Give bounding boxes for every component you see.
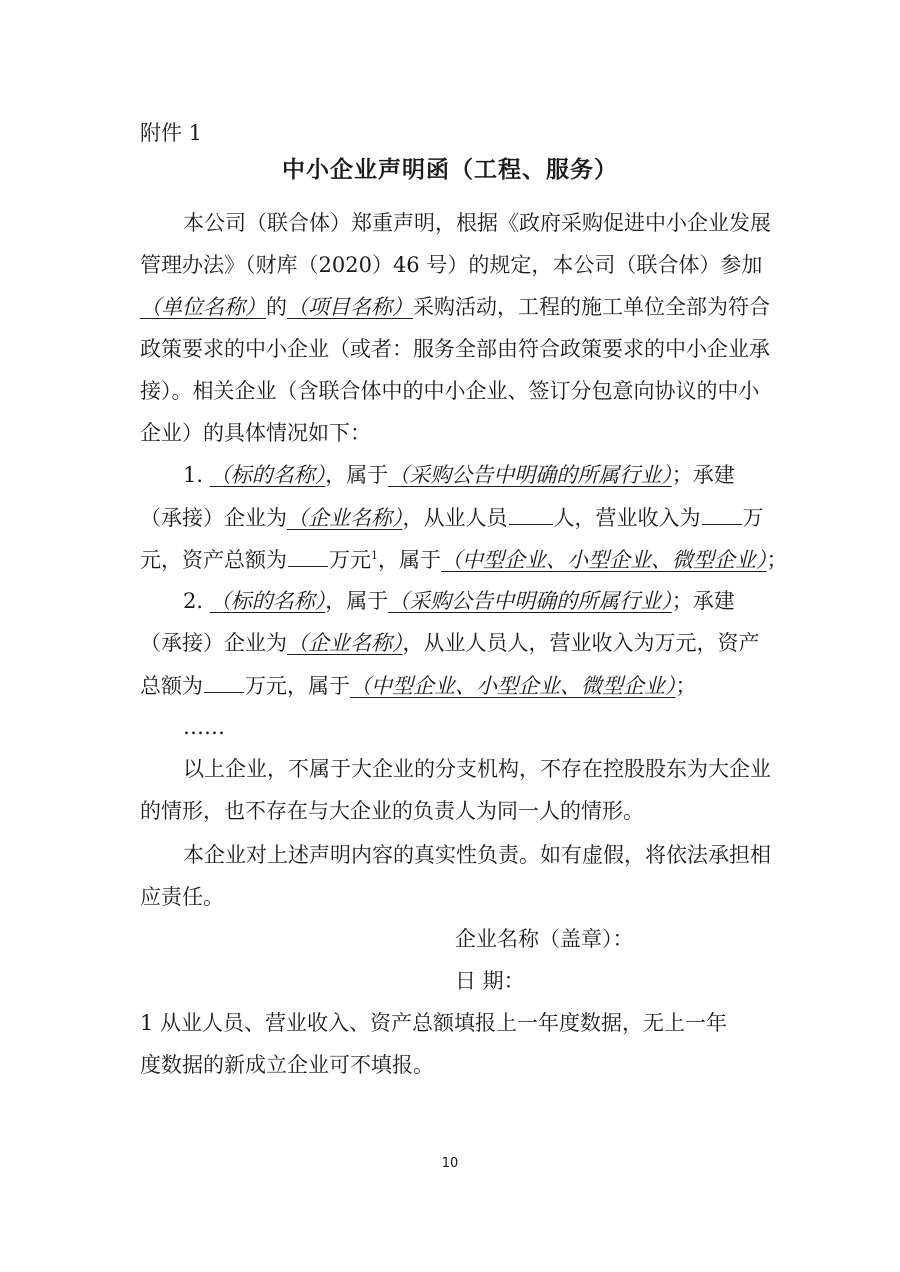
item2-industry-field: （采购公告中明确的所属行业） [388,589,672,613]
footnote-line-2: 度数据的新成立企业可不填报。 [140,1053,434,1077]
item1-line-1 [183,460,783,490]
branch-paragraph-line-2: 的情形，也不存在与大企业的负责人为同一人的情形。 [140,799,644,823]
item1-size-field: （中型企业、小型企业、微型企业） [441,548,767,572]
item2-company-field: （企业名称） [287,631,403,655]
responsibility-line-2: 应责任。 [140,885,224,909]
item1-l3-end: ； [766,548,788,572]
intro-line-3 [140,292,780,322]
item2-l3-pre: 总额为 [140,674,203,698]
branch-paragraph-line-1: 以上企业，不属于大企业的分支机构，不存在控股股东为大企业 [183,757,771,781]
item2-chengjian: ；承建 [671,589,735,613]
item1-l2-emp: ，从业人员 [402,506,508,530]
intro-de: 的 [266,295,287,319]
item2-l2-pre: （承接）企业为 [140,631,287,655]
item2-subject-field: （标的名称） [209,589,326,613]
item1-revenue-blank [702,502,742,525]
item1-assets-blank [288,544,328,567]
intro-line-4: 政策要求的中小企业（或者：服务全部由符合政策要求的中小企业承 [140,337,770,361]
intro-line-1: 本公司（联合体）郑重声明，根据《政府采购促进中小企业发展 [183,211,771,235]
item1-line-2 [140,502,780,533]
item1-industry-field: （采购公告中明确的所属行业） [388,463,672,487]
footnote-marker: 1 [371,549,378,562]
date-label: 日 期： [455,969,525,993]
item1-chengjian: ；承建 [671,463,735,487]
item1-l2-wan: 万 [742,506,764,530]
item1-l2-ren: 人，营业收入为 [553,506,701,530]
intro-line-3-rest: 采购活动，工程的施工单位全部为符合 [413,295,770,319]
signature-label: 企业名称（盖章）： [455,927,634,951]
item2-l3-wanyuan: 万元，属于 [245,674,350,698]
item2-line-3 [140,670,780,701]
item1-number: 1. [183,463,204,487]
footnote-line-1: 1 从业人员、营业收入、资产总额填报上一年度数据，无上一年 [140,1011,728,1035]
item2-shuyu: ，属于 [325,589,389,613]
item2-line-2 [140,628,780,658]
item1-shuyu: ，属于 [325,463,389,487]
item2-assets-blank [204,670,244,693]
attachment-label: 附件 1 [140,121,203,145]
intro-line-2: 管理办法》（财库（2020）46 号）的规定，本公司（联合体）参加 [140,253,763,277]
item1-l3-shuyu: ，属于 [378,548,441,572]
intro-line-5: 接）。相关企业（含联合体中的中小企业、签订分包意向协议的中小 [140,379,760,403]
ellipsis: …… [183,715,225,739]
intro-line-6: 企业）的具体情况如下： [140,421,371,445]
page-number: 10 [441,1156,459,1171]
item1-employees-blank [509,502,553,525]
item2-size-field: （中型企业、小型企业、微型企业） [350,674,676,698]
item2-line-1 [183,586,783,616]
project-name-field: （项目名称） [287,295,413,319]
item2-l2-rest: ，从业人员人，营业收入为万元，资产 [402,631,760,655]
item1-l2-pre: （承接）企业为 [140,506,287,530]
item1-company-field: （企业名称） [287,506,403,530]
item2-l3-end: ； [675,674,697,698]
unit-name-field: （单位名称） [140,295,266,319]
item1-subject-field: （标的名称） [209,463,326,487]
item1-l3-pre: 元，资产总额为 [140,548,287,572]
item2-number: 2. [183,589,204,613]
responsibility-line-1: 本企业对上述声明内容的真实性负责。如有虚假，将依法承担相 [183,843,771,867]
document-title: 中小企业声明函（工程、服务） [282,156,618,183]
item1-line-3 [140,544,788,575]
item1-l3-wanyuan: 万元 [329,548,371,572]
